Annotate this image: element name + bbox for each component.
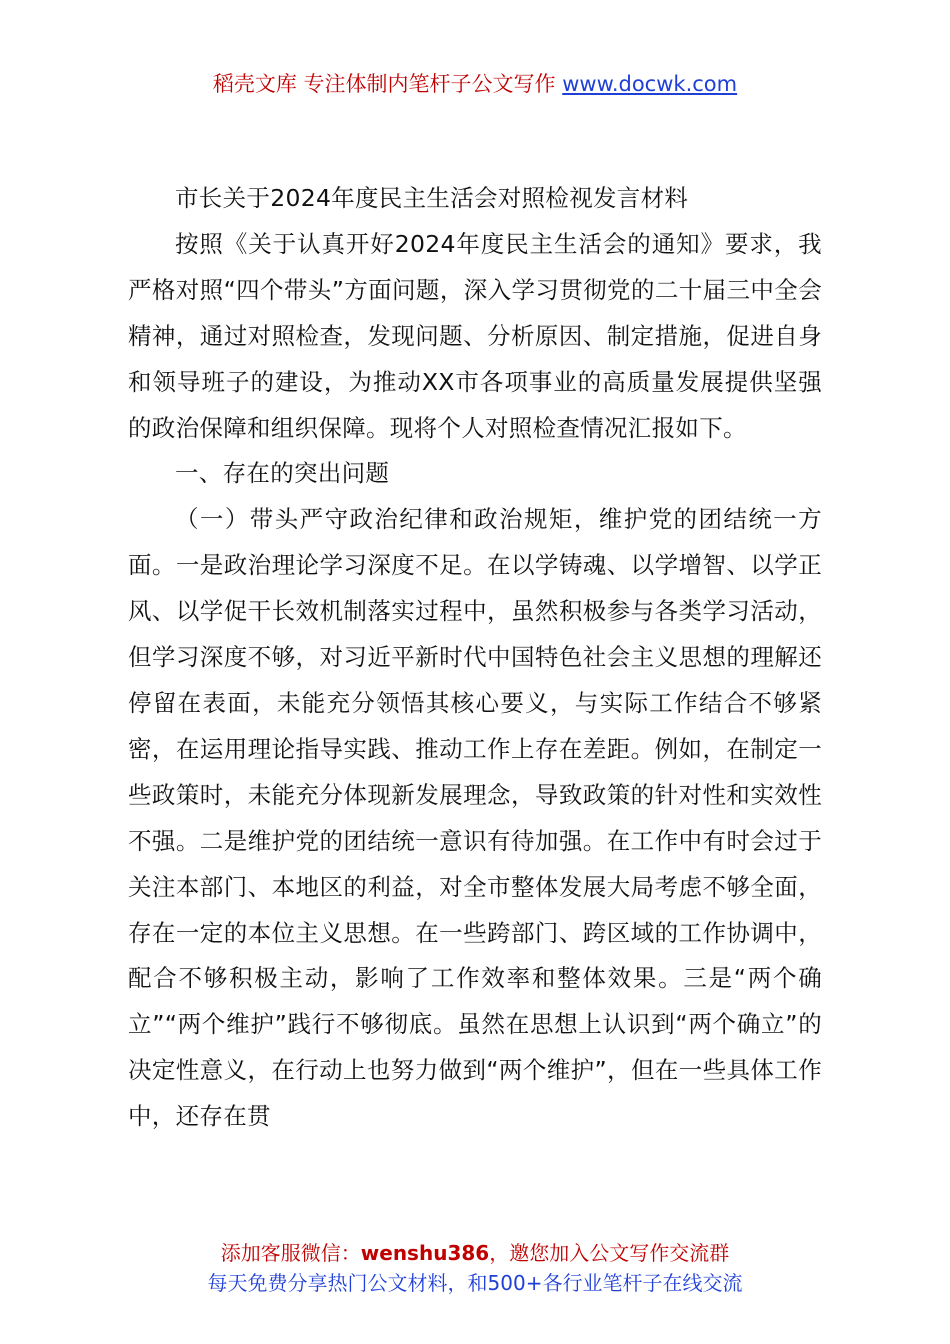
- footer-contact-suffix: ，邀您加入公文写作交流群: [489, 1241, 730, 1265]
- footer-promo-line: 每天免费分享热门公文材料，和500+各行业笔杆子在线交流: [207, 1271, 743, 1295]
- page-footer: [0, 1238, 950, 1298]
- document-title: 市长关于2024年度民主生活会对照检视发言材料: [175, 184, 689, 212]
- header-brand-text: 稻壳文库 专注体制内笔杆子公文写作: [212, 72, 563, 96]
- intro-paragraph: 按照《关于认真开好2024年度民主生活会的通知》要求，我严格对照“四个带头”方面问题，深入学习贯彻党的二十届三中全会精神，通过对照检查，发现问题、分析原因、制定措施，促进自身和领导班子的建设，为推动XX市各项事业的高质量发展提供坚强的政治保障和组织保障。现将个人对照检查情况汇报如下。: [128, 229, 822, 442]
- section-heading: 一、存在的突出问题: [175, 459, 390, 488]
- footer-wechat-id: wenshu386: [360, 1241, 490, 1265]
- document-body: [128, 176, 822, 1140]
- page-header: [0, 68, 950, 100]
- footer-contact-line: [0, 1238, 950, 1268]
- footer-contact-prefix: 添加客服微信：: [220, 1241, 361, 1265]
- header-website-link[interactable]: www.docwk.com: [562, 72, 738, 96]
- body-paragraph: （一）带头严守政治纪律和政治规矩，维护党的团结统一方面。一是政治理论学习深度不足。在以学铸魂、以学增智、以学正风、以学促干长效机制落实过程中，虽然积极参与各类学习活动，但学习深度不够，对习近平新时代中国特色社会主义思想的理解还停留在表面，未能充分领悟其核心要义，与实际工作结合不够紧密，在运用理论指导实践、推动工作上存在差距。例如，在制定一些政策时，未能充分体现新发展理念，导致政策的针对性和实效性不强。二是维护党的团结统一意识有待加强。在工作中有时会过于关注本部门、本地区的利益，对全市整体发展大局考虑不够全面，存在一定的本位主义思想。在一些跨部门、跨区域的工作协调中，配合不够积极主动，影响了工作效率和整体效果。三是“两个确立”“两个维护”践行不够彻底。虽然在思想上认识到“两个确立”的决定性意义，在行动上也努力做到“两个维护”，但在一些具体工作中，还存在贯: [128, 505, 822, 1131]
